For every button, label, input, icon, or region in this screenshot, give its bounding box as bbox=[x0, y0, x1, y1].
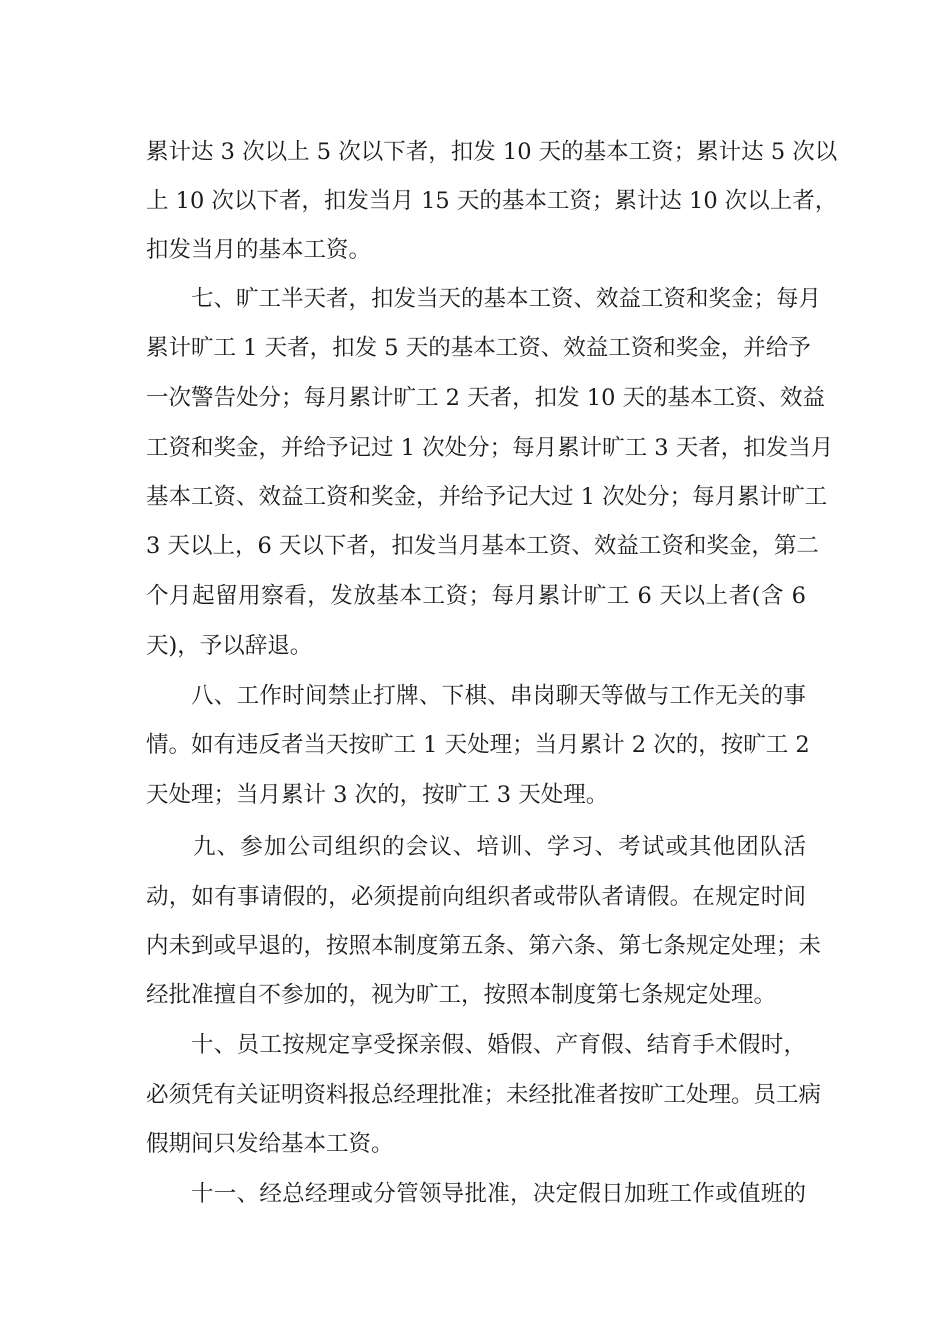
text-line: 七、旷工半天者，扣发当天的基本工资、效益工资和奖金；每月 bbox=[191, 286, 822, 312]
text-line: 基本工资、效益工资和奖金，并给予记大过 1 次处分；每月累计旷工 bbox=[146, 484, 828, 510]
text-line: 累计旷工 1 天者，扣发 5 天的基本工资、效益工资和奖金，并给予 bbox=[146, 335, 811, 361]
text-line: 十、员工按规定享受探亲假、婚假、产育假、结育手术假时， bbox=[191, 1032, 806, 1058]
text-line: 九、参加公司组织的会议、培训、学习、考试或其他团队活 bbox=[193, 834, 806, 860]
text-line: 必须凭有关证明资料报总经理批准；未经批准者按旷工处理。员工病 bbox=[146, 1082, 822, 1108]
text-line: 工资和奖金，并给予记过 1 次处分；每月累计旷工 3 天者，扣发当月 bbox=[146, 435, 834, 461]
text-line: 扣发当月的基本工资。 bbox=[146, 237, 372, 263]
text-line: 累计达 3 次以上 5 次以下者，扣发 10 天的基本工资；累计达 5 次以 bbox=[146, 139, 838, 165]
text-line: 个月起留用察看，发放基本工资；每月累计旷工 6 天以上者(含 6 bbox=[146, 583, 806, 609]
text-line: 假期间只发给基本工资。 bbox=[146, 1131, 394, 1157]
text-line: 一次警告处分；每月累计旷工 2 天者，扣发 10 天的基本工资、效益 bbox=[146, 385, 826, 411]
text-line: 天)，予以辞退。 bbox=[146, 633, 313, 659]
text-line: 十一、经总经理或分管领导批准，决定假日加班工作或值班的 bbox=[191, 1181, 806, 1207]
text-line: 动，如有事请假的，必须提前向组织者或带队者请假。在规定时间 bbox=[146, 884, 806, 910]
text-line: 八、工作时间禁止打牌、下棋、串岗聊天等做与工作无关的事 bbox=[191, 683, 806, 709]
text-line: 经批准擅自不参加的，视为旷工，按照本制度第七条规定处理。 bbox=[146, 982, 777, 1008]
text-line: 内未到或早退的，按照本制度第五条、第六条、第七条规定处理；未 bbox=[146, 933, 822, 959]
text-line: 3 天以上，6 天以下者，扣发当月基本工资、效益工资和奖金，第二 bbox=[146, 533, 819, 559]
text-line: 上 10 次以下者，扣发当月 15 天的基本工资；累计达 10 次以上者， bbox=[146, 188, 838, 214]
text-line: 天处理；当月累计 3 次的，按旷工 3 天处理。 bbox=[146, 782, 609, 808]
text-line: 情。如有违反者当天按旷工 1 天处理；当月累计 2 次的，按旷工 2 bbox=[146, 732, 810, 758]
